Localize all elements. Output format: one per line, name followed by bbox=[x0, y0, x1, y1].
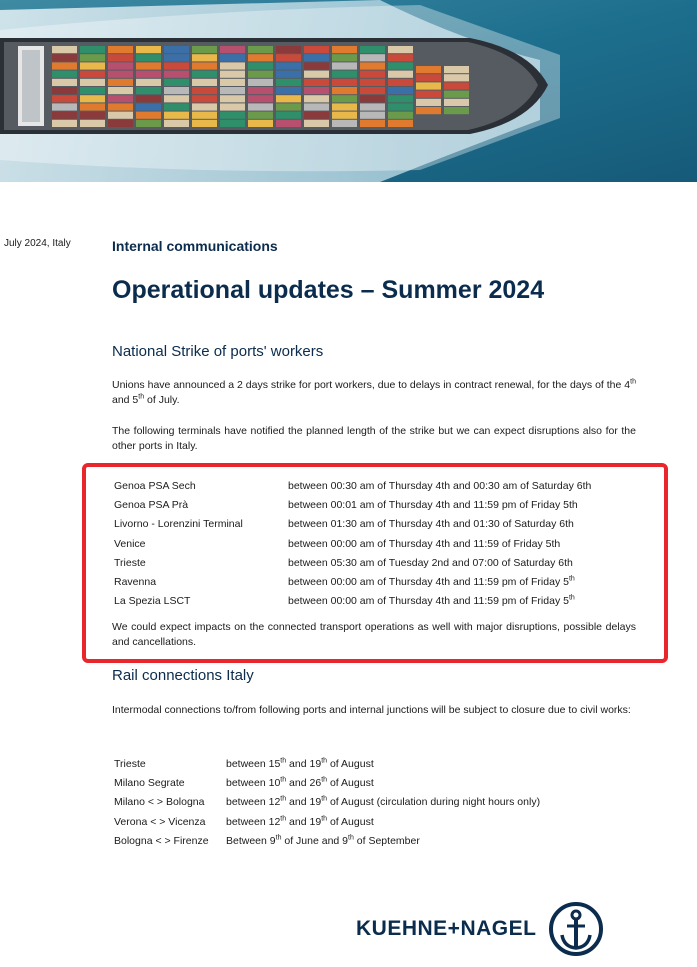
strike-period: between 00:00 am of Thursday 4th and 11:59 of Friday 5th bbox=[288, 537, 561, 550]
hero-image bbox=[0, 0, 697, 182]
port-name: Genoa PSA Prà bbox=[114, 498, 189, 511]
table-row bbox=[114, 773, 654, 792]
strike-period: between 00:01 am of Thursday 4th and 11:59 pm of Friday 5th bbox=[288, 498, 578, 511]
port-name: Genoa PSA Sech bbox=[114, 479, 196, 492]
table-row bbox=[114, 515, 654, 534]
table-row bbox=[114, 572, 654, 591]
anchor-logo-icon bbox=[548, 901, 604, 957]
table-row bbox=[114, 793, 654, 812]
closure-period: between 15th and 19th of August bbox=[226, 757, 374, 770]
impact-note-paragraph: We could expect impacts on the connected transport operations as well with major disruptions, possible delays and cancellations. bbox=[112, 621, 636, 648]
table-row bbox=[114, 812, 654, 831]
strike-period: between 00:30 am of Thursday 4th and 00:30 am of Saturday 6th bbox=[288, 479, 592, 492]
rail-connection-name: Milano < > Bologna bbox=[114, 796, 205, 809]
rail-connection-name: Trieste bbox=[114, 757, 146, 770]
rail-section-title: Rail connections Italy bbox=[112, 667, 254, 684]
table-row bbox=[114, 592, 654, 611]
strike-schedule-table bbox=[114, 476, 654, 611]
logo-wordmark: KUEHNE+NAGEL bbox=[356, 917, 537, 940]
page-title: Operational updates – Summer 2024 bbox=[112, 276, 545, 304]
container-ship-illustration bbox=[0, 0, 697, 182]
closure-period: between 10th and 26th of August bbox=[226, 776, 374, 789]
company-logo bbox=[356, 897, 604, 961]
port-name: Ravenna bbox=[114, 576, 157, 589]
table-row bbox=[114, 831, 654, 850]
dateline: July 2024, Italy bbox=[4, 238, 71, 249]
strike-section-title: National Strike of ports' workers bbox=[112, 343, 324, 360]
closure-period: Between 9th of June and 9th of September bbox=[226, 834, 420, 847]
table-row bbox=[114, 553, 654, 572]
table-row bbox=[114, 754, 654, 773]
strike-period: between 00:00 am of Thursday 4th and 11:59 pm of Friday 5th bbox=[288, 594, 575, 608]
closure-period: between 12th and 19th of August (circulation during night hours only) bbox=[226, 795, 541, 809]
table-row bbox=[114, 495, 654, 514]
strike-period: between 05:30 am of Tuesday 2nd and 07:00 of Saturday 6th bbox=[288, 556, 573, 569]
rail-connection-name: Milano Segrate bbox=[114, 776, 185, 789]
port-name: Livorno - Lorenzini Terminal bbox=[114, 518, 243, 531]
port-name: La Spezia LSCT bbox=[114, 595, 191, 608]
kicker-heading: Internal communications bbox=[112, 238, 278, 254]
rail-closures-table bbox=[114, 754, 654, 850]
table-row bbox=[114, 476, 654, 495]
strike-period: between 01:30 am of Thursday 4th and 01:30 of Saturday 6th bbox=[288, 518, 574, 531]
terminals-note-paragraph: The following terminals have notified the planned length of the strike but we can expect disruptions also for the other ports in Italy. bbox=[112, 425, 636, 452]
strike-intro-paragraph: Unions have announced a 2 days strike for port workers, due to delays in contract renewal, for the days of the 4th and 5th of July. bbox=[112, 378, 636, 406]
closure-period: between 12th and 19th of August bbox=[226, 815, 374, 828]
rail-intro-paragraph: Intermodal connections to/from following ports and internal junctions will be subject to closure due to civil works: bbox=[112, 704, 631, 716]
rail-connection-name: Verona < > Vicenza bbox=[114, 815, 206, 828]
port-name: Venice bbox=[114, 537, 146, 550]
port-name: Trieste bbox=[114, 556, 146, 569]
strike-period: between 00:00 am of Thursday 4th and 11:59 pm of Friday 5th bbox=[288, 575, 575, 589]
table-row bbox=[114, 534, 654, 553]
rail-connection-name: Bologna < > Firenze bbox=[114, 834, 209, 847]
